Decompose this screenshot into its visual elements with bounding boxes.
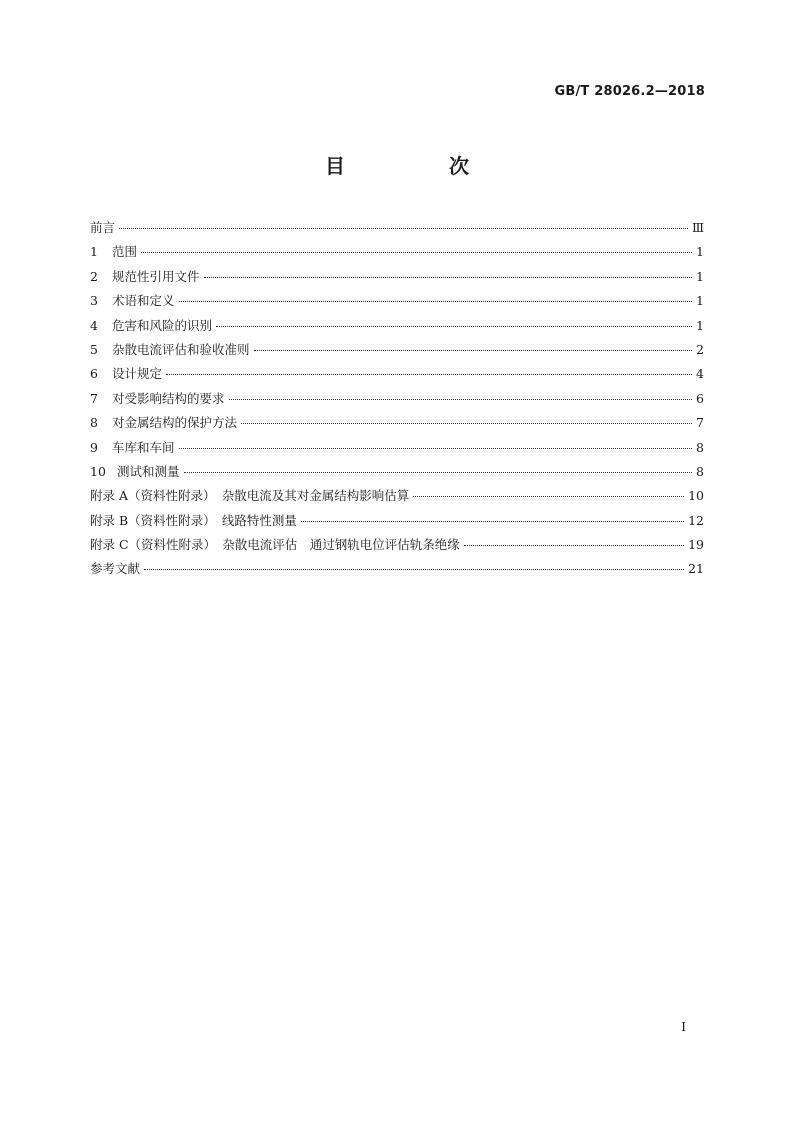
toc-entry-number: 5 [90,341,98,357]
toc-page-number: 7 [696,415,704,431]
toc-entry-number: 4 [90,317,98,333]
toc-entry-number: 6 [90,366,98,382]
toc-page-number: 8 [696,463,704,479]
dot-leader [229,398,692,400]
toc-entry-9[interactable] [90,436,704,460]
toc-page-number: 21 [688,561,704,577]
dot-leader [301,520,684,522]
toc-entry-label: 杂散电流评估和验收准则 [112,341,250,357]
toc-entry-label: 附录 C（资料性附录） 杂散电流评估 通过钢轨电位评估轨条绝缘 [90,537,460,553]
toc-entry-label: 参考文献 [90,561,141,577]
dot-leader [204,276,692,278]
dot-leader [179,447,692,449]
toc-entry-label: 车库和车间 [112,439,175,455]
toc-entry-5[interactable] [90,338,704,362]
table-of-contents [90,216,704,582]
toc-entry-bibliography[interactable] [90,557,704,581]
toc-page-number: 4 [696,366,704,382]
toc-entry-annex-c[interactable] [90,533,704,557]
dot-leader [144,568,684,570]
toc-page-number: 1 [696,244,704,260]
toc-entry-number: 7 [90,390,98,406]
standard-code: GB/T 28026.2—2018 [554,84,705,99]
toc-page-number: 1 [696,293,704,309]
toc-page-number: 10 [688,488,704,504]
toc-page-number: 1 [696,317,704,333]
toc-entry-label: 对金属结构的保护方法 [112,415,238,431]
toc-entry-foreword[interactable] [90,216,704,240]
page-number: Ⅰ [681,1020,686,1034]
toc-entry-number: 1 [90,244,98,260]
dot-leader [179,300,692,302]
toc-page-number: 2 [696,341,704,357]
toc-entry-2[interactable] [90,265,704,289]
toc-page-number: 19 [688,537,704,553]
toc-page-number: 1 [696,268,704,284]
toc-page-number: 12 [688,512,704,528]
toc-entry-label: 附录 B（资料性附录） 线路特性测量 [90,512,297,528]
dot-leader [241,422,692,424]
toc-entry-4[interactable] [90,314,704,338]
dot-leader [166,373,692,375]
toc-entry-3[interactable] [90,289,704,313]
dot-leader [119,227,688,229]
toc-entry-label: 术语和定义 [112,293,175,309]
toc-page-number: Ⅲ [691,220,704,235]
toc-entry-annex-a[interactable] [90,484,704,508]
toc-entry-label: 对受影响结构的要求 [112,390,225,406]
toc-entry-label: 设计规定 [112,366,163,382]
dot-leader [464,544,684,546]
toc-entry-label: 附录 A（资料性附录） 杂散电流及其对金属结构影响估算 [90,488,410,504]
toc-entry-7[interactable] [90,387,704,411]
dot-leader [254,349,692,351]
toc-entry-number: 2 [90,268,98,284]
dot-leader [184,471,692,473]
dot-leader [216,325,692,327]
toc-entry-label: 前言 [90,220,116,235]
dot-leader [413,495,684,497]
toc-page-number: 6 [696,390,704,406]
toc-entry-number: 3 [90,293,98,309]
toc-entry-label: 测试和测量 [117,463,180,479]
toc-entry-1[interactable] [90,240,704,264]
toc-entry-6[interactable] [90,362,704,386]
toc-page-number: 8 [696,439,704,455]
page-title: 目 次 [325,154,511,178]
toc-entry-number: 10 [90,463,106,479]
toc-entry-annex-b[interactable] [90,509,704,533]
toc-entry-10[interactable] [90,460,704,484]
toc-entry-label: 范围 [112,244,138,260]
toc-entry-number: 8 [90,415,98,431]
toc-entry-label: 规范性引用文件 [112,268,200,284]
toc-entry-label: 危害和风险的识别 [112,317,213,333]
toc-entry-8[interactable] [90,411,704,435]
toc-entry-number: 9 [90,439,98,455]
dot-leader [141,251,692,253]
